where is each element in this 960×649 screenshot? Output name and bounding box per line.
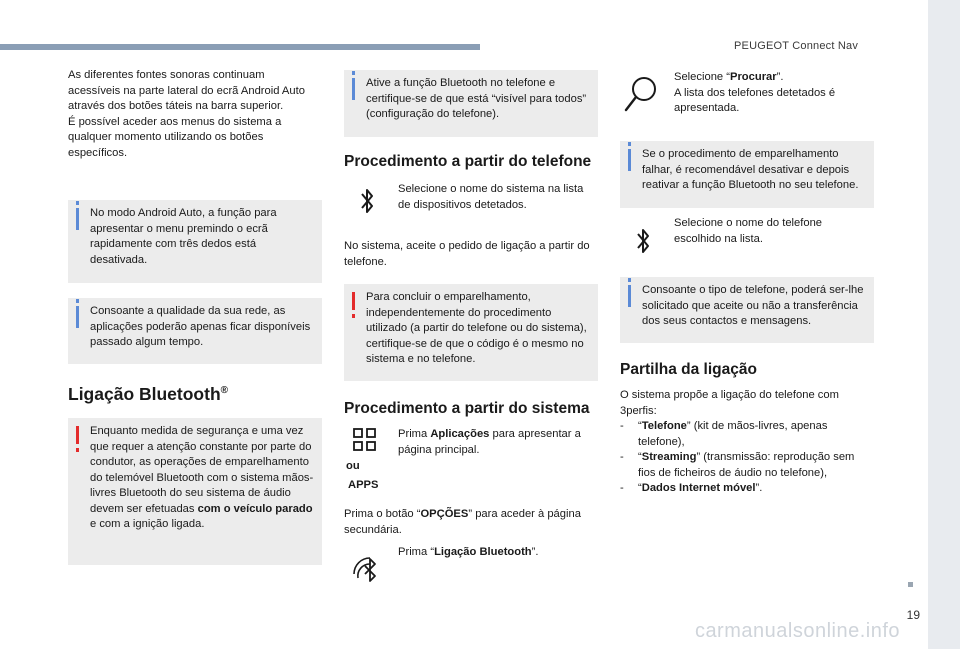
info-box-contacts: Consoante o tipo de telefone, poderá ser-lhe solicitado que aceite ou não a transferência dos seus contactos e mensagens.	[620, 277, 874, 343]
ou-label: ou	[346, 460, 360, 472]
page-header-title: PEUGEOT Connect Nav	[734, 40, 859, 52]
list-item: - “Dados Internet móvel”.	[620, 482, 763, 494]
heading-from-system: Procedimento a partir do sistema	[344, 400, 590, 417]
info-box-android-auto: No modo Android Auto, a função para apresentar o menu premindo o ecrã rapidamente com três dedos está desativada.	[68, 200, 322, 283]
step-select-system-name: Selecione o nome do sistema na lista de dispositivos detetados.	[398, 183, 584, 211]
info-box-network: Consoante a qualidade da sua rede, as aplicações poderão apenas ficar disponíveis passado algum tempo.	[68, 298, 322, 364]
heading-share-connection: Partilha da ligação	[620, 361, 757, 378]
warning-icon	[76, 426, 79, 444]
list-item: - “Telefone” (kit de mãos-livres, apenas telefone),	[620, 420, 828, 448]
bluetooth-icon	[634, 226, 652, 256]
list-item: - “Streaming” (transmissão: reprodução sem fios de ficheiros de áudio no telefone),	[620, 451, 855, 479]
page-edge-strip	[928, 0, 960, 649]
apps-label: APPS	[348, 479, 379, 491]
heading-from-phone: Procedimento a partir do telefone	[344, 153, 592, 170]
heading-bluetooth: Ligação Bluetooth®	[68, 384, 229, 404]
search-icon	[622, 74, 660, 116]
info-icon	[352, 78, 355, 100]
bluetooth-icon	[358, 186, 376, 216]
step-select-search: Selecione “Procurar”. A lista dos telefones detetados é apresentada.	[674, 71, 836, 114]
intro-paragraph: As diferentes fontes sonoras continuam acessíveis na parte lateral do ecrã Android Auto através dos botões táteis na barra superior. É possível aceder aos menus do sistema a qualquer momento utilizando os botões específicos.	[68, 69, 305, 159]
page-marker	[908, 582, 913, 587]
info-icon	[76, 208, 79, 230]
profiles-list	[620, 419, 874, 497]
step-press-applications: Prima Aplicações para apresentar a página principal.	[398, 428, 581, 456]
apps-grid-icon	[353, 428, 377, 452]
info-icon	[76, 306, 79, 328]
info-box-pairing-fail: Se o procedimento de emparelhamento falhar, é recomendável desativar e depois reativar a função Bluetooth no seu telefone.	[620, 141, 874, 208]
step-press-bluetooth-connection: Prima “Ligação Bluetooth”.	[398, 546, 539, 558]
para-accept-request: No sistema, aceite o pedido de ligação a partir do telefone.	[344, 240, 590, 268]
para-options: Prima o botão “OPÇÕES” para aceder à página secundária.	[344, 508, 581, 536]
header-bar	[0, 44, 480, 50]
warning-box-code: Para concluir o emparelhamento, independentemente do procedimento utilizado (a partir do telefone ou do sistema), certifique-se de que o código é o mesmo no sistema e no telefone.	[344, 284, 598, 381]
warning-icon	[352, 292, 355, 310]
bluetooth-connection-icon	[350, 550, 390, 590]
info-icon	[628, 285, 631, 307]
step-select-phone-name: Selecione o nome do telefone escolhido na lista.	[674, 217, 823, 245]
info-icon	[628, 149, 631, 171]
watermark-text: carmanualsonline.info	[694, 620, 900, 642]
info-box-activate-bluetooth: Ative a função Bluetooth no telefone e certifique-se de que está “visível para todos” (configuração do telefone).	[344, 70, 598, 137]
warning-box-safety: Enquanto medida de segurança e uma vez que requer a atenção constante por parte do condutor, as operações de emparelhamento do telemóvel Bluetooth com o sistema mãos-livres Bluetooth do seu sistema de áudio devem ser efetuadas com o veículo parado e com a ignição ligada.	[68, 418, 322, 565]
para-profiles: O sistema propõe a ligação do telefone com 3perfis:	[620, 389, 839, 417]
page-number: 19	[906, 608, 920, 622]
